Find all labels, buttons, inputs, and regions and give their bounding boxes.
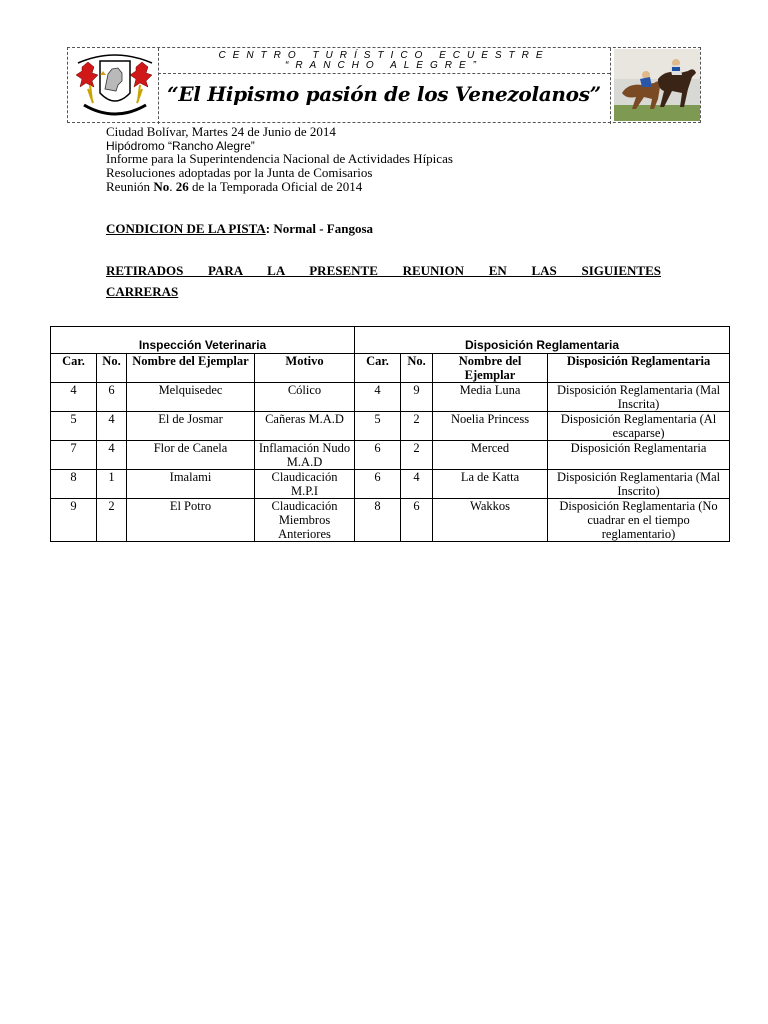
slogan: “El Hipismo pasión de los Venezolanos”	[167, 82, 601, 106]
table-row	[51, 441, 730, 470]
table-cell: 5	[51, 412, 97, 441]
center-name-line2: “RANCHO ALEGRE”	[285, 60, 483, 71]
column-header-row	[51, 354, 730, 383]
table-cell: La de Katta	[433, 470, 548, 499]
report-subject: Resoluciones adoptadas por la Junta de Comisarios	[106, 165, 373, 180]
col-header-no: No.	[97, 354, 127, 383]
table-cell: Media Luna	[433, 383, 548, 412]
table-cell: 4	[97, 441, 127, 470]
table-cell: Disposición Reglamentaria (Al escaparse)	[548, 412, 730, 441]
horse-racing-photo-icon	[614, 49, 700, 121]
table-cell: 6	[355, 470, 401, 499]
table-cell: Noelia Princess	[433, 412, 548, 441]
col-header-nombre: Nombre del Ejemplar	[433, 354, 548, 383]
table-cell: 5	[355, 412, 401, 441]
letterhead	[67, 47, 701, 123]
table-cell: 6	[401, 499, 433, 542]
crest-logo-icon	[72, 49, 158, 121]
report-recipient: Informe para la Superintendencia Nacional de Actividades Hípicas	[106, 151, 453, 166]
table-cell: Disposición Reglamentaria (Mal Inscrito)	[548, 470, 730, 499]
col-header-disposicion: Disposición Reglamentaria	[548, 354, 730, 383]
group-header-disp: Disposición Reglamentaria	[355, 327, 730, 354]
table-cell: Disposición Reglamentaria (Mal Inscrita)	[548, 383, 730, 412]
col-header-car: Car.	[51, 354, 97, 383]
table-cell: Melquisedec	[127, 383, 255, 412]
center-name-line1: CENTRO TURÍSTICO ECUESTRE	[218, 50, 550, 61]
table-cell: Cólico	[255, 383, 355, 412]
header-divider	[158, 73, 610, 74]
header-divider	[610, 48, 611, 124]
table-row	[51, 470, 730, 499]
table-cell: El de Josmar	[127, 412, 255, 441]
table-cell: Wakkos	[433, 499, 548, 542]
table-cell: Cañeras M.A.D	[255, 412, 355, 441]
hippodrome-name: Hipódromo “Rancho Alegre”	[106, 139, 255, 153]
table-cell: Flor de Canela	[127, 441, 255, 470]
scratches-heading-line2: CARRERAS	[106, 284, 179, 299]
table-cell: 1	[97, 470, 127, 499]
table-row	[51, 383, 730, 412]
table-cell: 8	[51, 470, 97, 499]
group-header-vet: Inspección Veterinaria	[51, 327, 355, 354]
table-cell: 6	[355, 441, 401, 470]
table-cell: 8	[355, 499, 401, 542]
table-cell: 9	[401, 383, 433, 412]
col-header-nombre: Nombre del Ejemplar	[127, 354, 255, 383]
table-row	[51, 412, 730, 441]
col-header-motivo: Motivo	[255, 354, 355, 383]
table-cell: 2	[401, 412, 433, 441]
table-cell: 2	[97, 499, 127, 542]
table-cell: 4	[355, 383, 401, 412]
col-header-car: Car.	[355, 354, 401, 383]
table-cell: Claudicación Miembros Anteriores	[255, 499, 355, 542]
table-cell: Claudicación M.P.I	[255, 470, 355, 499]
table-cell: 2	[401, 441, 433, 470]
track-condition-value: : Normal - Fangosa	[265, 221, 374, 236]
header-divider	[158, 48, 159, 124]
table-cell: 4	[401, 470, 433, 499]
table-cell: 9	[51, 499, 97, 542]
table-cell: 4	[51, 383, 97, 412]
scratches-heading: RETIRADOS PARA LA PRESENTE REUNION EN LAS SIGUIENTES	[106, 263, 661, 278]
table-cell: 4	[97, 412, 127, 441]
track-condition	[106, 221, 373, 237]
table-cell: Inflamación Nudo M.A.D	[255, 441, 355, 470]
table-cell: Imalami	[127, 470, 255, 499]
col-header-no: No.	[401, 354, 433, 383]
table-cell: Disposición Reglamentaria	[548, 441, 730, 470]
meeting-number: Reunión No. 26 de la Temporada Oficial de 2014	[106, 179, 363, 194]
table-cell: Disposición Reglamentaria (No cuadrar en el tiempo reglamentario)	[548, 499, 730, 542]
table-cell: Merced	[433, 441, 548, 470]
table-cell: 7	[51, 441, 97, 470]
report-date: Ciudad Bolívar, Martes 24 de Junio de 2014	[106, 124, 336, 139]
table-cell: El Potro	[127, 499, 255, 542]
scratches-table	[50, 326, 730, 542]
table-row	[51, 499, 730, 542]
track-condition-label: CONDICION DE LA PISTA	[106, 221, 266, 236]
table-cell: 6	[97, 383, 127, 412]
